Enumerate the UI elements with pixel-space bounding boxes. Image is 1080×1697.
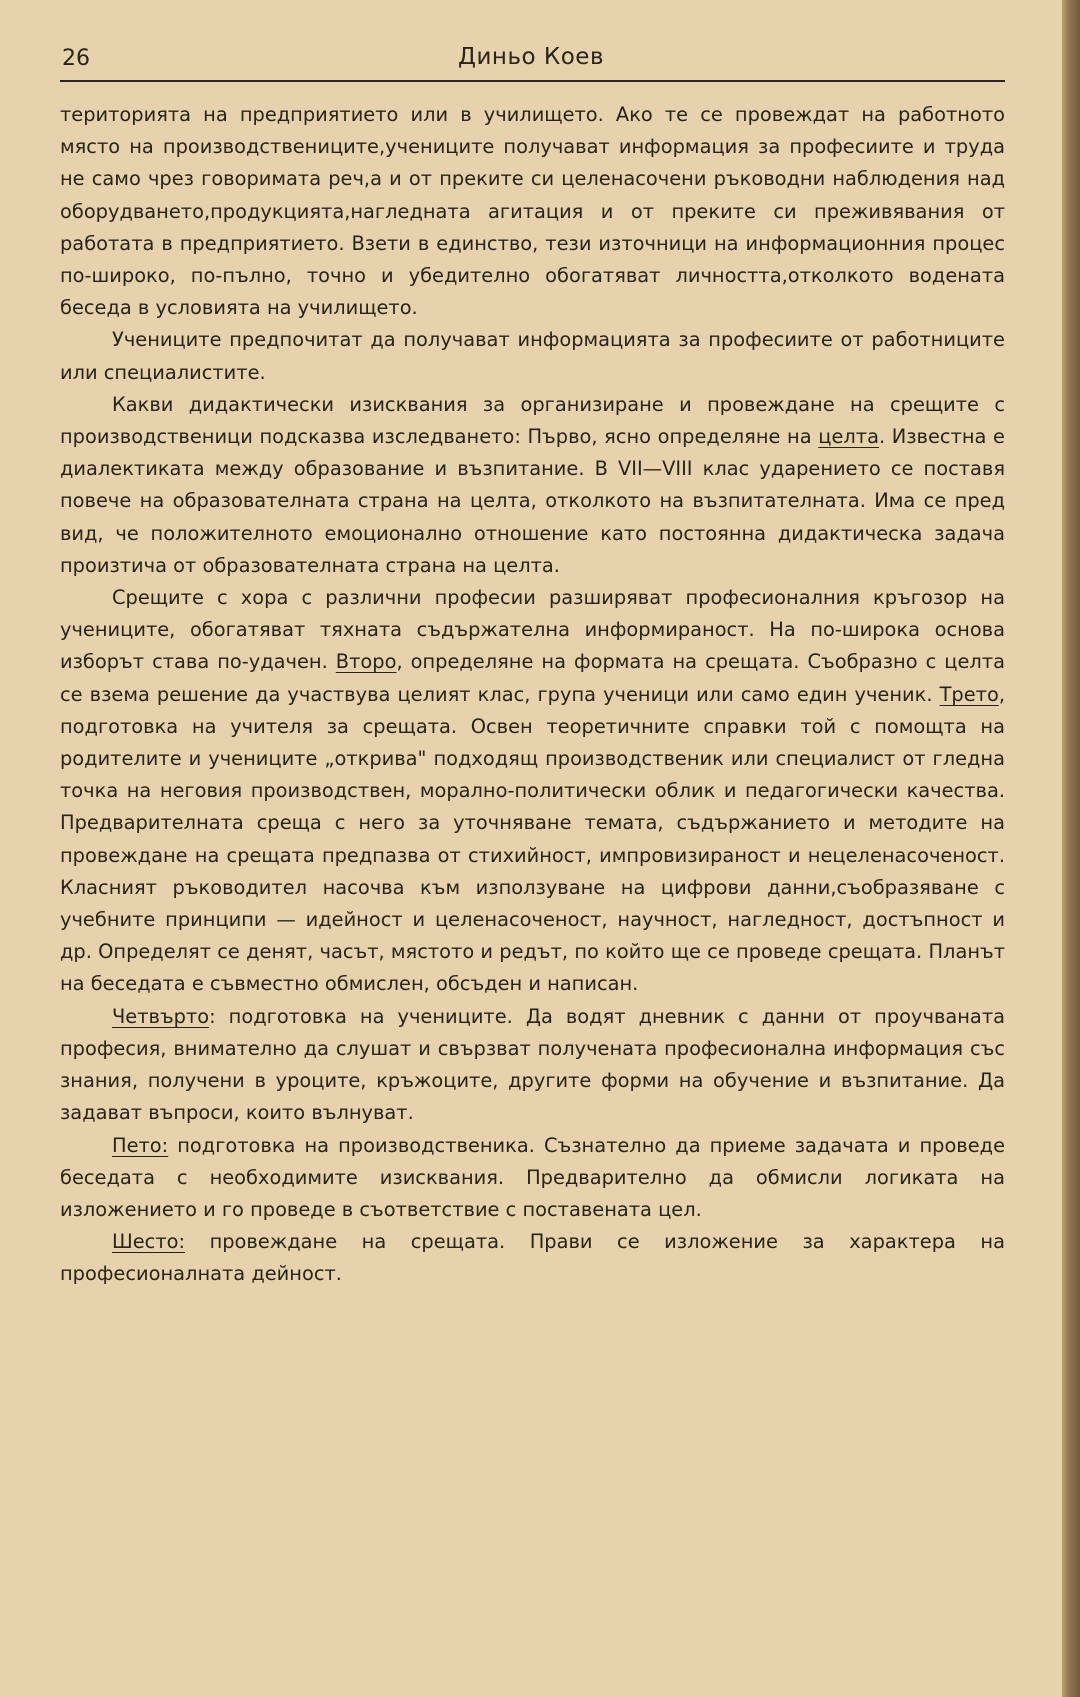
- text-run: подготовка на производственика. Съзнателно да приеме задачата и проведе беседата с необходимите изисквания. Предварително да обмисли логиката на изложението и го проведе в съответствие с поставената цел.: [60, 1133, 1005, 1221]
- text-run: , подготовка на учителя за срещата. Освен теоретичните справки той с помощта на родителите и учениците „открива" подходящ производственик или специалист от гледна точка на неговия производствен, морално-политически облик и педагогически качества. Предварителната среща с него за уточняване темата, съдържанието и методите на провеждане на срещата предпазва от стихийност, импровизираност и нецеленасоченост. Класният ръководител насочва към използуване на цифрови данни,съобразяване с учебните принципи — идейност и целенасоченост, научност, нагледност, достъпност и др. Определят се денят, часът, мястото и редът, по който ще се проведе срещата. Планът на беседата е съвместно обмислен, обсъден и написан.: [60, 682, 1005, 996]
- paragraph: [60, 389, 1005, 582]
- paragraph: [60, 1001, 1005, 1130]
- paragraph: [60, 582, 1005, 1001]
- underlined-term: Пето:: [112, 1133, 169, 1157]
- paragraph: [60, 1226, 1005, 1290]
- text-run: . Известна е диалектиката между образование и възпитание. В VII—VIII клас ударението се поставя повече на образователната страна на целта, отколкото на възпитателната. Има се пред вид, че положителното емоционално отношение като постоянна дидактическа задача произтича от образователната страна на целта.: [60, 425, 1005, 577]
- underlined-term: целта: [818, 425, 879, 449]
- text-run: : подготовка на учениците. Да водят дневник с данни от проучваната професия, внимателно да слушат и свързват получената професионална информация със знания, получени в уроците, кръжоците, другите форми на обучение и възпитание. Да задават въпроси, които вълнуват.: [60, 1004, 1005, 1125]
- text-run: провеждане на срещата. Прави се изложение за характера на професионалната дейност.: [60, 1230, 1005, 1286]
- underlined-term: Трето: [939, 682, 999, 706]
- paragraph: Учениците предпочитат да получават информацията за професиите от работниците или специалистите.: [60, 328, 1005, 384]
- text-run: , определяне на формата на срещата. Съобразно с целта се взема решение да участвува целият клас, група ученици или само един ученик.: [60, 650, 1005, 706]
- paragraph: територията на предприятието или в училището. Ако те се провеждат на работното място на производствениците,учениците получават информация за професиите и труда не само чрез говоримата реч,а и от преките си целенасочени ръководни наблюдения над оборудването,продукцията,нагледната агитация и от преките си преживявания от работата в предприятието. Взети в единство, тези източници на информационния процес по-широко, по-пълно, точно и убедително обогатяват личността,отколкото водената беседа в условията на училището.: [60, 103, 1005, 320]
- text-run: Какви дидактически изисквания за организиране и провеждане на срещите с производственици подсказва изследването: Първо, ясно определяне на: [60, 392, 1005, 449]
- underlined-term: Шесто:: [112, 1230, 186, 1254]
- paragraph: [60, 1130, 1005, 1227]
- underlined-term: Четвърто: [112, 1004, 210, 1028]
- text-run: Срещите с хора с различни професии разширяват професионалния кръгозор на учениците, обогатяват тяхната съдържателна информираност. На по-широка основа изборът става по-удачен.: [60, 586, 1005, 674]
- running-head: Диньо Коев: [458, 44, 604, 70]
- body-text: [60, 99, 1005, 1291]
- page-number: 26: [62, 46, 90, 71]
- header-rule: [60, 80, 1005, 82]
- page-edge: [1062, 0, 1080, 1697]
- underlined-term: Второ: [335, 650, 397, 674]
